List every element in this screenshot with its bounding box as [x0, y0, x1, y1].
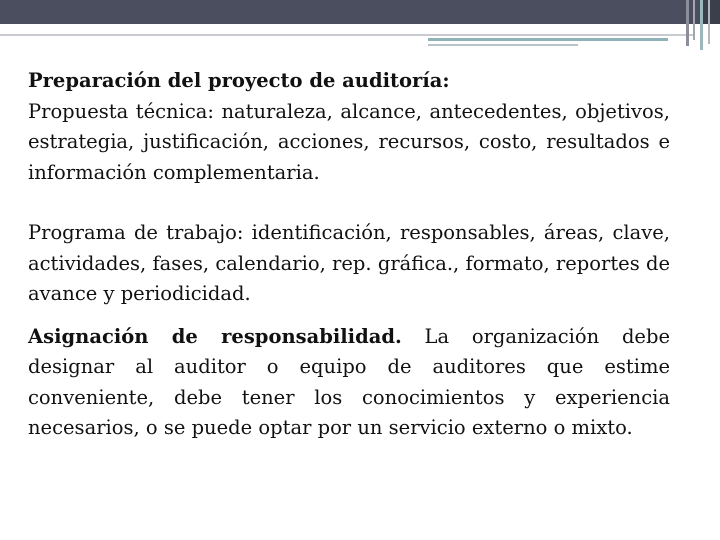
section-text-asignacion: La organización debe designar al auditor o equipo de auditores que estime conveniente, debe tener los conocimientos y experiencia necesarios, o se puede optar por un servicio externo o mixto. [28, 324, 670, 439]
header-band [0, 0, 700, 24]
section-heading-preparacion: Preparación del proyecto de auditoría: [28, 69, 450, 92]
corner-bar-1 [686, 0, 689, 46]
section-preparacion [28, 66, 670, 188]
section-asignacion [28, 322, 670, 444]
corner-bar-3 [700, 0, 703, 50]
header-stripe-light-2 [428, 44, 578, 46]
section-text-programa: Programa de trabajo: identificación, responsables, áreas, clave, actividades, fases, calendario, rep. gráfica., formato, reportes de avance y periodicidad. [28, 221, 670, 305]
corner-bar-4 [708, 0, 710, 44]
slide-content [28, 66, 670, 444]
corner-bar-2 [693, 0, 695, 40]
header-stripe-light [0, 34, 695, 36]
header-stripe-teal [428, 38, 668, 41]
header-accent [700, 0, 720, 24]
section-text-propuesta: Propuesta técnica: naturaleza, alcance, antecedentes, objetivos, estrategia, justificación, acciones, recursos, costo, resultados e información complementaria. [28, 99, 670, 184]
section-heading-asignacion: Asignación de responsabilidad. [28, 324, 402, 348]
section-programa [28, 218, 670, 310]
